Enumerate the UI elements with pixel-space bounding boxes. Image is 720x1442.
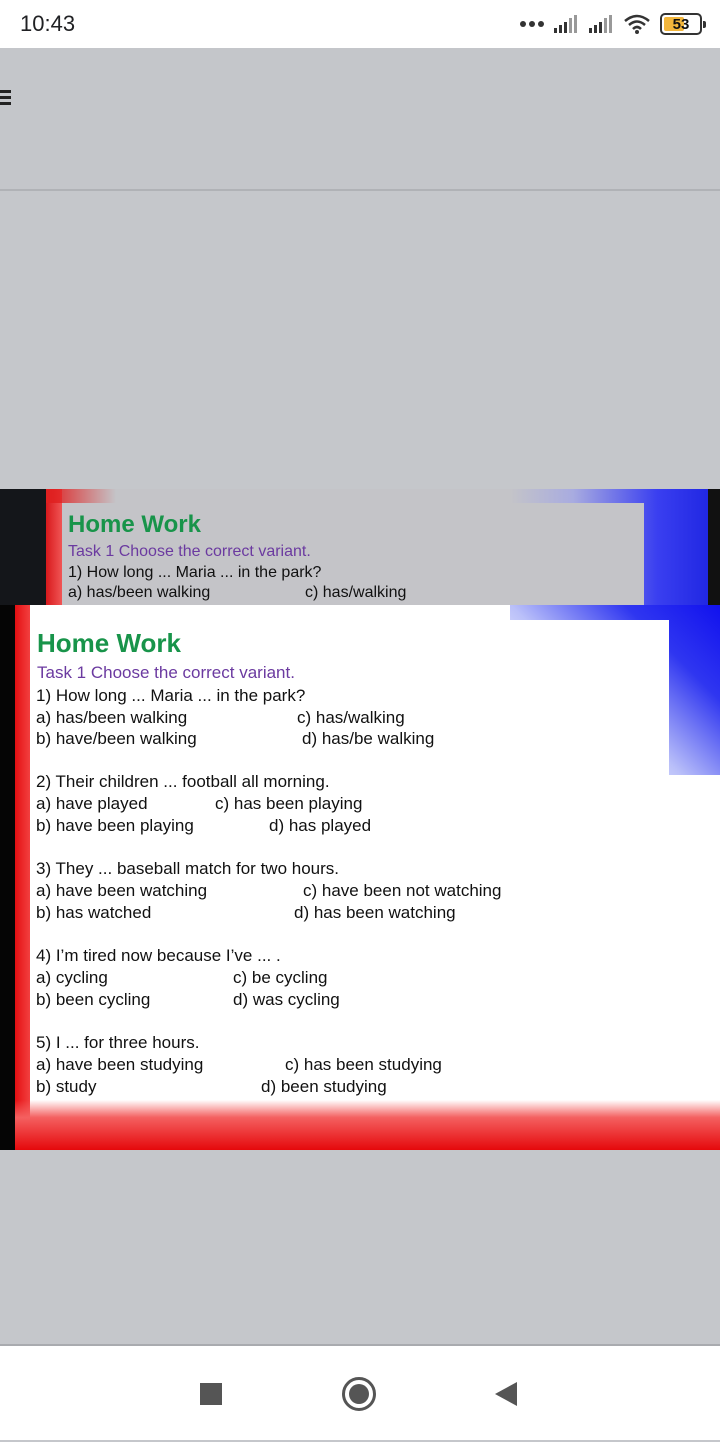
q5-option-a: a) have been studying	[36, 1055, 204, 1074]
q5-option-b: b) study	[36, 1077, 97, 1096]
q3-option-c: c) have been not watching	[303, 881, 502, 900]
q2-option-d: d) has played	[269, 816, 372, 835]
home-button[interactable]	[320, 1346, 400, 1442]
question-3: 3) They ... baseball match for two hours.	[36, 859, 339, 878]
q1-option-b: b) have/been walking	[36, 729, 197, 748]
option-a: a) has/been walking	[68, 584, 211, 601]
q4-option-d: d) was cycling	[233, 990, 340, 1009]
hamburger-menu-icon[interactable]	[0, 90, 14, 110]
option-c: c) has/walking	[305, 584, 407, 601]
q3-option-a: a) have been watching	[36, 881, 208, 900]
question-4: 4) I’m tired now because I’ve ... .	[36, 946, 281, 965]
slide-current[interactable]	[0, 605, 720, 1150]
app-header	[0, 48, 720, 191]
q5-option-c: c) has been studying	[285, 1055, 442, 1074]
q4-option-c: c) be cycling	[233, 968, 328, 987]
slide-title: Home Work	[37, 628, 181, 658]
q3-option-d: d) has been watching	[294, 903, 456, 922]
recents-button[interactable]	[170, 1346, 250, 1442]
q4-option-b: b) been cycling	[36, 990, 151, 1009]
q1-option-a: a) has/been walking	[36, 708, 188, 727]
q4-option-a: a) cycling	[36, 968, 108, 987]
home-circle-icon	[342, 1377, 376, 1411]
slide-content	[30, 620, 669, 1100]
back-button[interactable]	[467, 1346, 547, 1442]
slide-thumbnail-previous[interactable]	[0, 489, 720, 605]
wifi-icon	[623, 13, 651, 35]
q2-option-c: c) has been playing	[215, 794, 363, 813]
q1-option-d: d) has/be walking	[302, 729, 435, 748]
signal-icon-2	[588, 14, 614, 34]
q2-option-b: b) have been playing	[36, 816, 194, 835]
q1-option-c: c) has/walking	[297, 708, 405, 727]
back-triangle-icon	[495, 1382, 517, 1406]
q3-option-b: b) has watched	[36, 903, 152, 922]
battery-icon	[660, 13, 702, 35]
q2-option-a: a) have played	[36, 794, 148, 813]
slide-title: Home Work	[68, 511, 201, 538]
task-instruction: Task 1 Choose the correct variant.	[37, 663, 295, 682]
battery-level: 53	[672, 15, 690, 33]
system-nav-bar	[0, 1344, 720, 1440]
question-1: 1) How long ... Maria ... in the park?	[36, 686, 306, 705]
question-text: 1) How long ... Maria ... in the park?	[68, 564, 322, 581]
status-icons	[520, 12, 702, 36]
question-2: 2) Their children ... football all morning.	[36, 772, 330, 791]
slide-back-content	[62, 503, 644, 605]
signal-icon	[553, 14, 579, 34]
status-bar	[0, 0, 720, 48]
clock: 10:43	[20, 11, 76, 36]
q5-option-d: d) been studying	[261, 1077, 387, 1096]
dots-icon	[520, 21, 544, 27]
task-instruction: Task 1 Choose the correct variant.	[68, 543, 311, 560]
question-5: 5) I ... for three hours.	[36, 1033, 200, 1052]
recents-square-icon	[200, 1383, 222, 1405]
